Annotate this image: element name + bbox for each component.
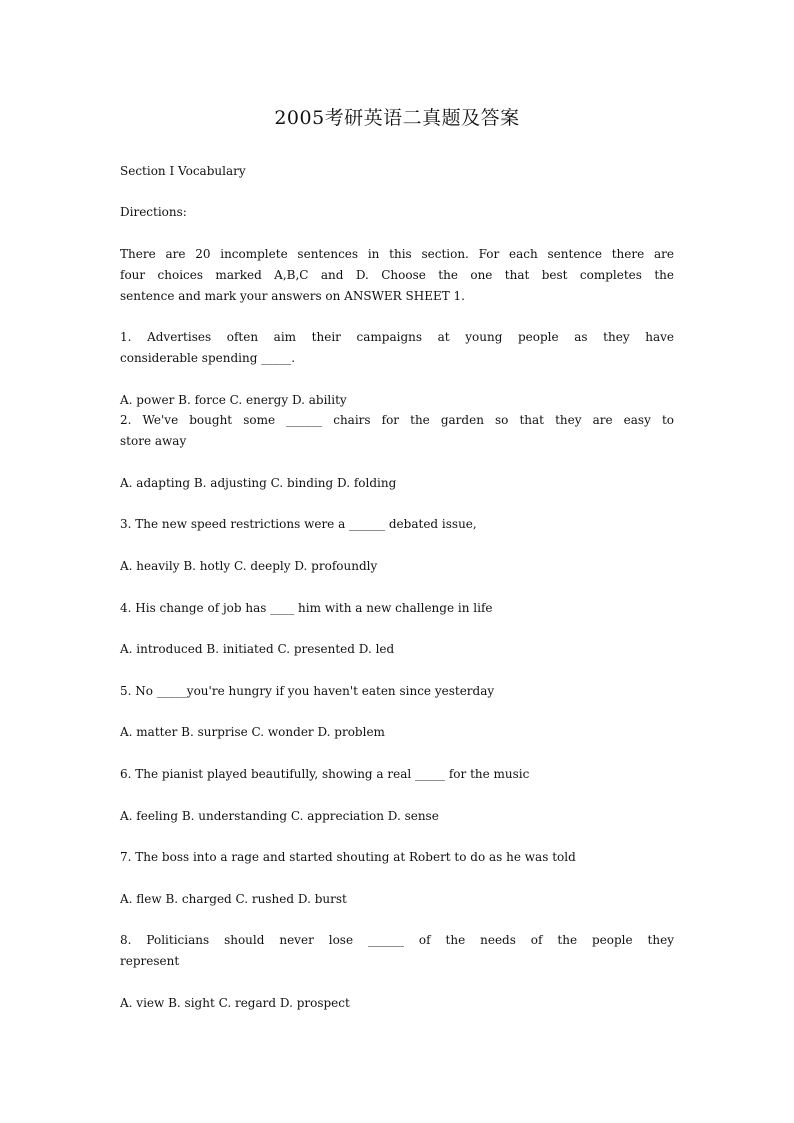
question-line: 6. The pianist played beautifully, showing a real _____ for the music — [120, 767, 530, 781]
question-line: 1. Advertises often aim their campaigns at young people as they have — [120, 330, 674, 344]
page-title: 2005考研英语二真题及答案 — [274, 107, 520, 129]
question-options: A. view B. sight C. regard D. prospect — [120, 996, 350, 1010]
question-line: considerable spending _____. — [120, 351, 296, 365]
directions-line: sentence and mark your answers on ANSWER SHEET 1. — [120, 289, 465, 303]
directions-line: four choices marked A,B,C and D. Choose the one that best completes the — [120, 268, 674, 282]
question-options: A. heavily B. hotly C. deeply D. profoundly — [120, 559, 378, 573]
question-options: A. introduced B. initiated C. presented D. led — [120, 642, 395, 656]
question-options: A. flew B. charged C. rushed D. burst — [120, 892, 347, 906]
question-options: A. feeling B. understanding C. appreciation D. sense — [120, 809, 439, 823]
directions-line: There are 20 incomplete sentences in this section. For each sentence there are — [120, 247, 674, 261]
question-line: 7. The boss into a rage and started shouting at Robert to do as he was told — [120, 850, 576, 864]
question-line: 5. No _____you're hungry if you haven't eaten since yesterday — [120, 684, 495, 698]
question-options: A. adapting B. adjusting C. binding D. folding — [120, 476, 397, 490]
question-line: 8. Politicians should never lose ______ of the needs of the people they — [120, 933, 674, 947]
question-line: represent — [120, 954, 180, 968]
question-line: 2. We've bought some ______ chairs for the garden so that they are easy to — [120, 413, 674, 427]
directions-label: Directions: — [120, 205, 187, 219]
question-line: 4. His change of job has ____ him with a new challenge in life — [120, 601, 493, 615]
section-heading: Section I Vocabulary — [120, 164, 246, 178]
question-options: A. power B. force C. energy D. ability — [120, 393, 347, 407]
question-line: store away — [120, 434, 187, 448]
question-options: A. matter B. surprise C. wonder D. problem — [120, 725, 385, 739]
question-line: 3. The new speed restrictions were a ______ debated issue, — [120, 517, 477, 531]
